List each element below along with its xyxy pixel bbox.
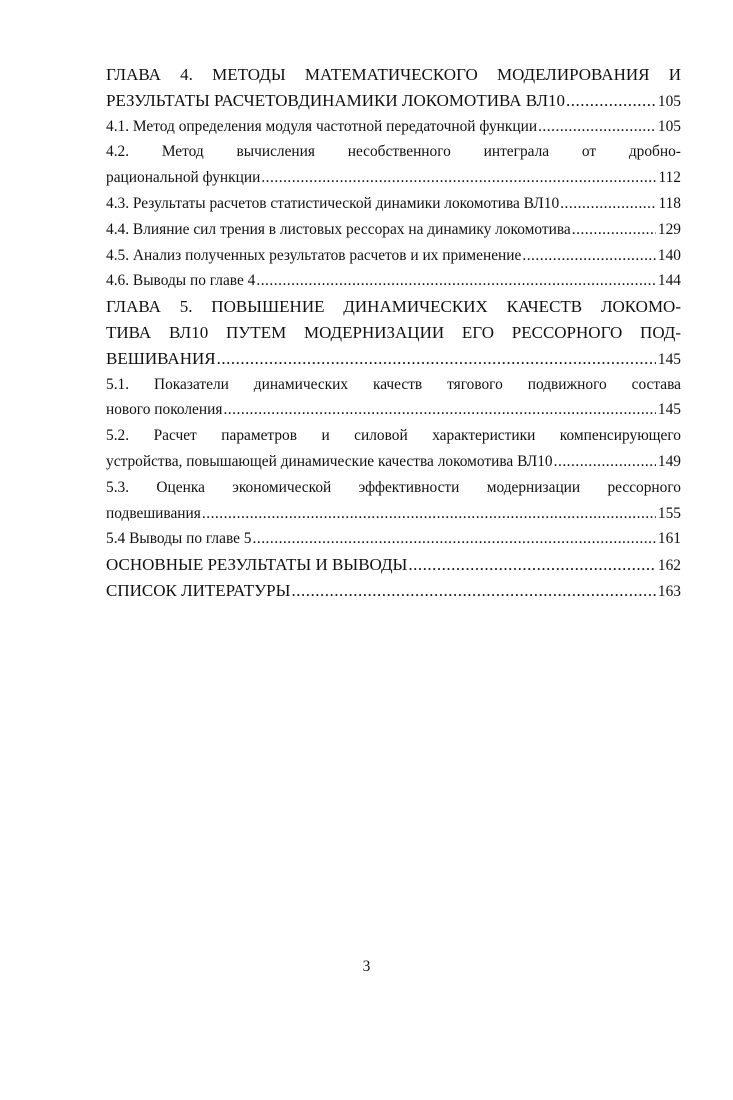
toc-entry-5-4 [106,526,681,552]
toc-page-number: 149 [657,452,681,470]
toc-entry-title: 4.3. Результаты расчетов статистической динамики локомотива ВЛ10 [106,194,560,212]
toc-page-number: 161 [657,530,681,548]
toc-word: от [581,143,597,161]
toc-entry-4-3 [106,191,681,217]
leader-dots [408,552,656,578]
toc-entry-title: 5.1. Показатели динамических качеств тягового подвижного состава [106,375,681,393]
toc-word: Метод [161,143,204,161]
leader-dots [256,268,656,294]
toc-page-number: 140 [657,246,681,264]
toc-entry-4-1 [106,114,681,140]
leader-dots [554,449,656,475]
toc-entry-title: нового поколения [106,401,223,419]
toc-page-number: 145 [657,350,681,368]
toc-entry-title: 4.4. Влияние сил трения в листовых рессорах на динамику локомотива [106,220,571,238]
toc-entry-title: 4.6. Выводы по главе 4 [106,272,256,290]
toc-page-number: 155 [657,504,681,522]
toc-entry-5-1-line2 [106,397,681,423]
leader-dots [560,191,656,217]
toc-entry-4-2-line2 [106,165,681,191]
toc-entry-title: подвешивания [106,504,201,522]
toc-entry-title: ОСНОВНЫЕ РЕЗУЛЬТАТЫ И ВЫВОДЫ [106,555,408,575]
leader-dots [261,165,656,191]
toc-main-results [106,552,681,578]
toc-chapter-4-entry [106,88,681,114]
toc-entry-5-2-line1 [106,423,681,449]
leader-dots [223,397,655,423]
leader-dots [217,346,656,372]
toc-chapter-4-line1: ГЛАВА 4. МЕТОДЫ МАТЕМАТИЧЕСКОГО МОДЕЛИРОВАНИЯ И [106,65,681,84]
leader-dots [522,243,656,269]
toc-entry-4-4 [106,217,681,243]
toc-chapter-4-line2: РЕЗУЛЬТАТЫ РАСЧЕТОВДИНАМИКИ ЛОКОМОТИВА ВЛ10 [106,90,565,110]
toc-chapter-5-line2: ТИВА ВЛ10 ПУТЕМ МОДЕРНИЗАЦИИ ЕГО РЕССОРНОГО ПОД- [106,322,681,342]
toc-page-number: 163 [657,582,681,600]
toc-chapter-4-title [106,62,681,88]
toc-page-number: 105 [657,117,681,135]
toc-word: интеграла [483,143,550,161]
table-of-contents [106,62,681,604]
toc-entry-title: 5.4 Выводы по главе 5 [106,530,252,548]
toc-entry-title: СПИСОК ЛИТЕРАТУРЫ [106,580,291,600]
toc-word: несобственного [347,143,451,161]
toc-entry-5-3-line2 [106,501,681,527]
toc-entry-title: 4.1. Метод определения модуля частотной передаточной функции [106,117,538,135]
toc-word: 4.2. [106,143,130,161]
toc-page-number: 162 [657,557,681,575]
toc-chapter-5-line3: ВЕШИВАНИЯ [106,348,216,368]
toc-word: дробно- [628,143,681,161]
toc-entry-title: рациональной функции [106,169,261,187]
page-number: 3 [362,958,371,975]
toc-word: вычисления [236,143,315,161]
leader-dots [253,526,656,552]
leader-dots [572,217,656,243]
toc-entry-5-3-line1 [106,475,681,501]
toc-page-number: 129 [657,220,681,238]
toc-page-number: 144 [657,272,681,290]
toc-chapter-5-entry [106,346,681,372]
toc-page-number: 105 [657,92,681,110]
toc-chapter-5-title [106,294,681,320]
leader-dots [291,578,655,604]
toc-entry-title: 5.2. Расчет параметров и силовой характеристики компенсирующего [106,427,681,445]
leader-dots [202,501,656,527]
toc-entry-title: 5.3. Оценка экономической эффективности модернизации рессорного [106,478,681,496]
toc-references [106,578,681,604]
toc-chapter-5-title-cont [106,320,681,346]
toc-entry-4-5 [106,243,681,269]
leader-dots [538,114,656,140]
toc-page-number: 145 [657,401,681,419]
leader-dots [566,88,656,114]
toc-chapter-5-line1: ГЛАВА 5. ПОВЫШЕНИЕ ДИНАМИЧЕСКИХ КАЧЕСТВ ЛОКОМО- [106,297,681,317]
toc-page-number: 118 [658,194,681,212]
toc-page-number: 112 [658,169,681,187]
toc-entry-5-1-line1 [106,372,681,398]
toc-entry-title: 4.5. Анализ полученных результатов расчетов и их применение [106,246,522,264]
toc-entry-4-6 [106,268,681,294]
toc-entry-5-2-line2 [106,449,681,475]
toc-entry-4-2-line1 [106,139,681,165]
toc-entry-title: устройства, повышающей динамические качества локомотива ВЛ10 [106,452,553,470]
